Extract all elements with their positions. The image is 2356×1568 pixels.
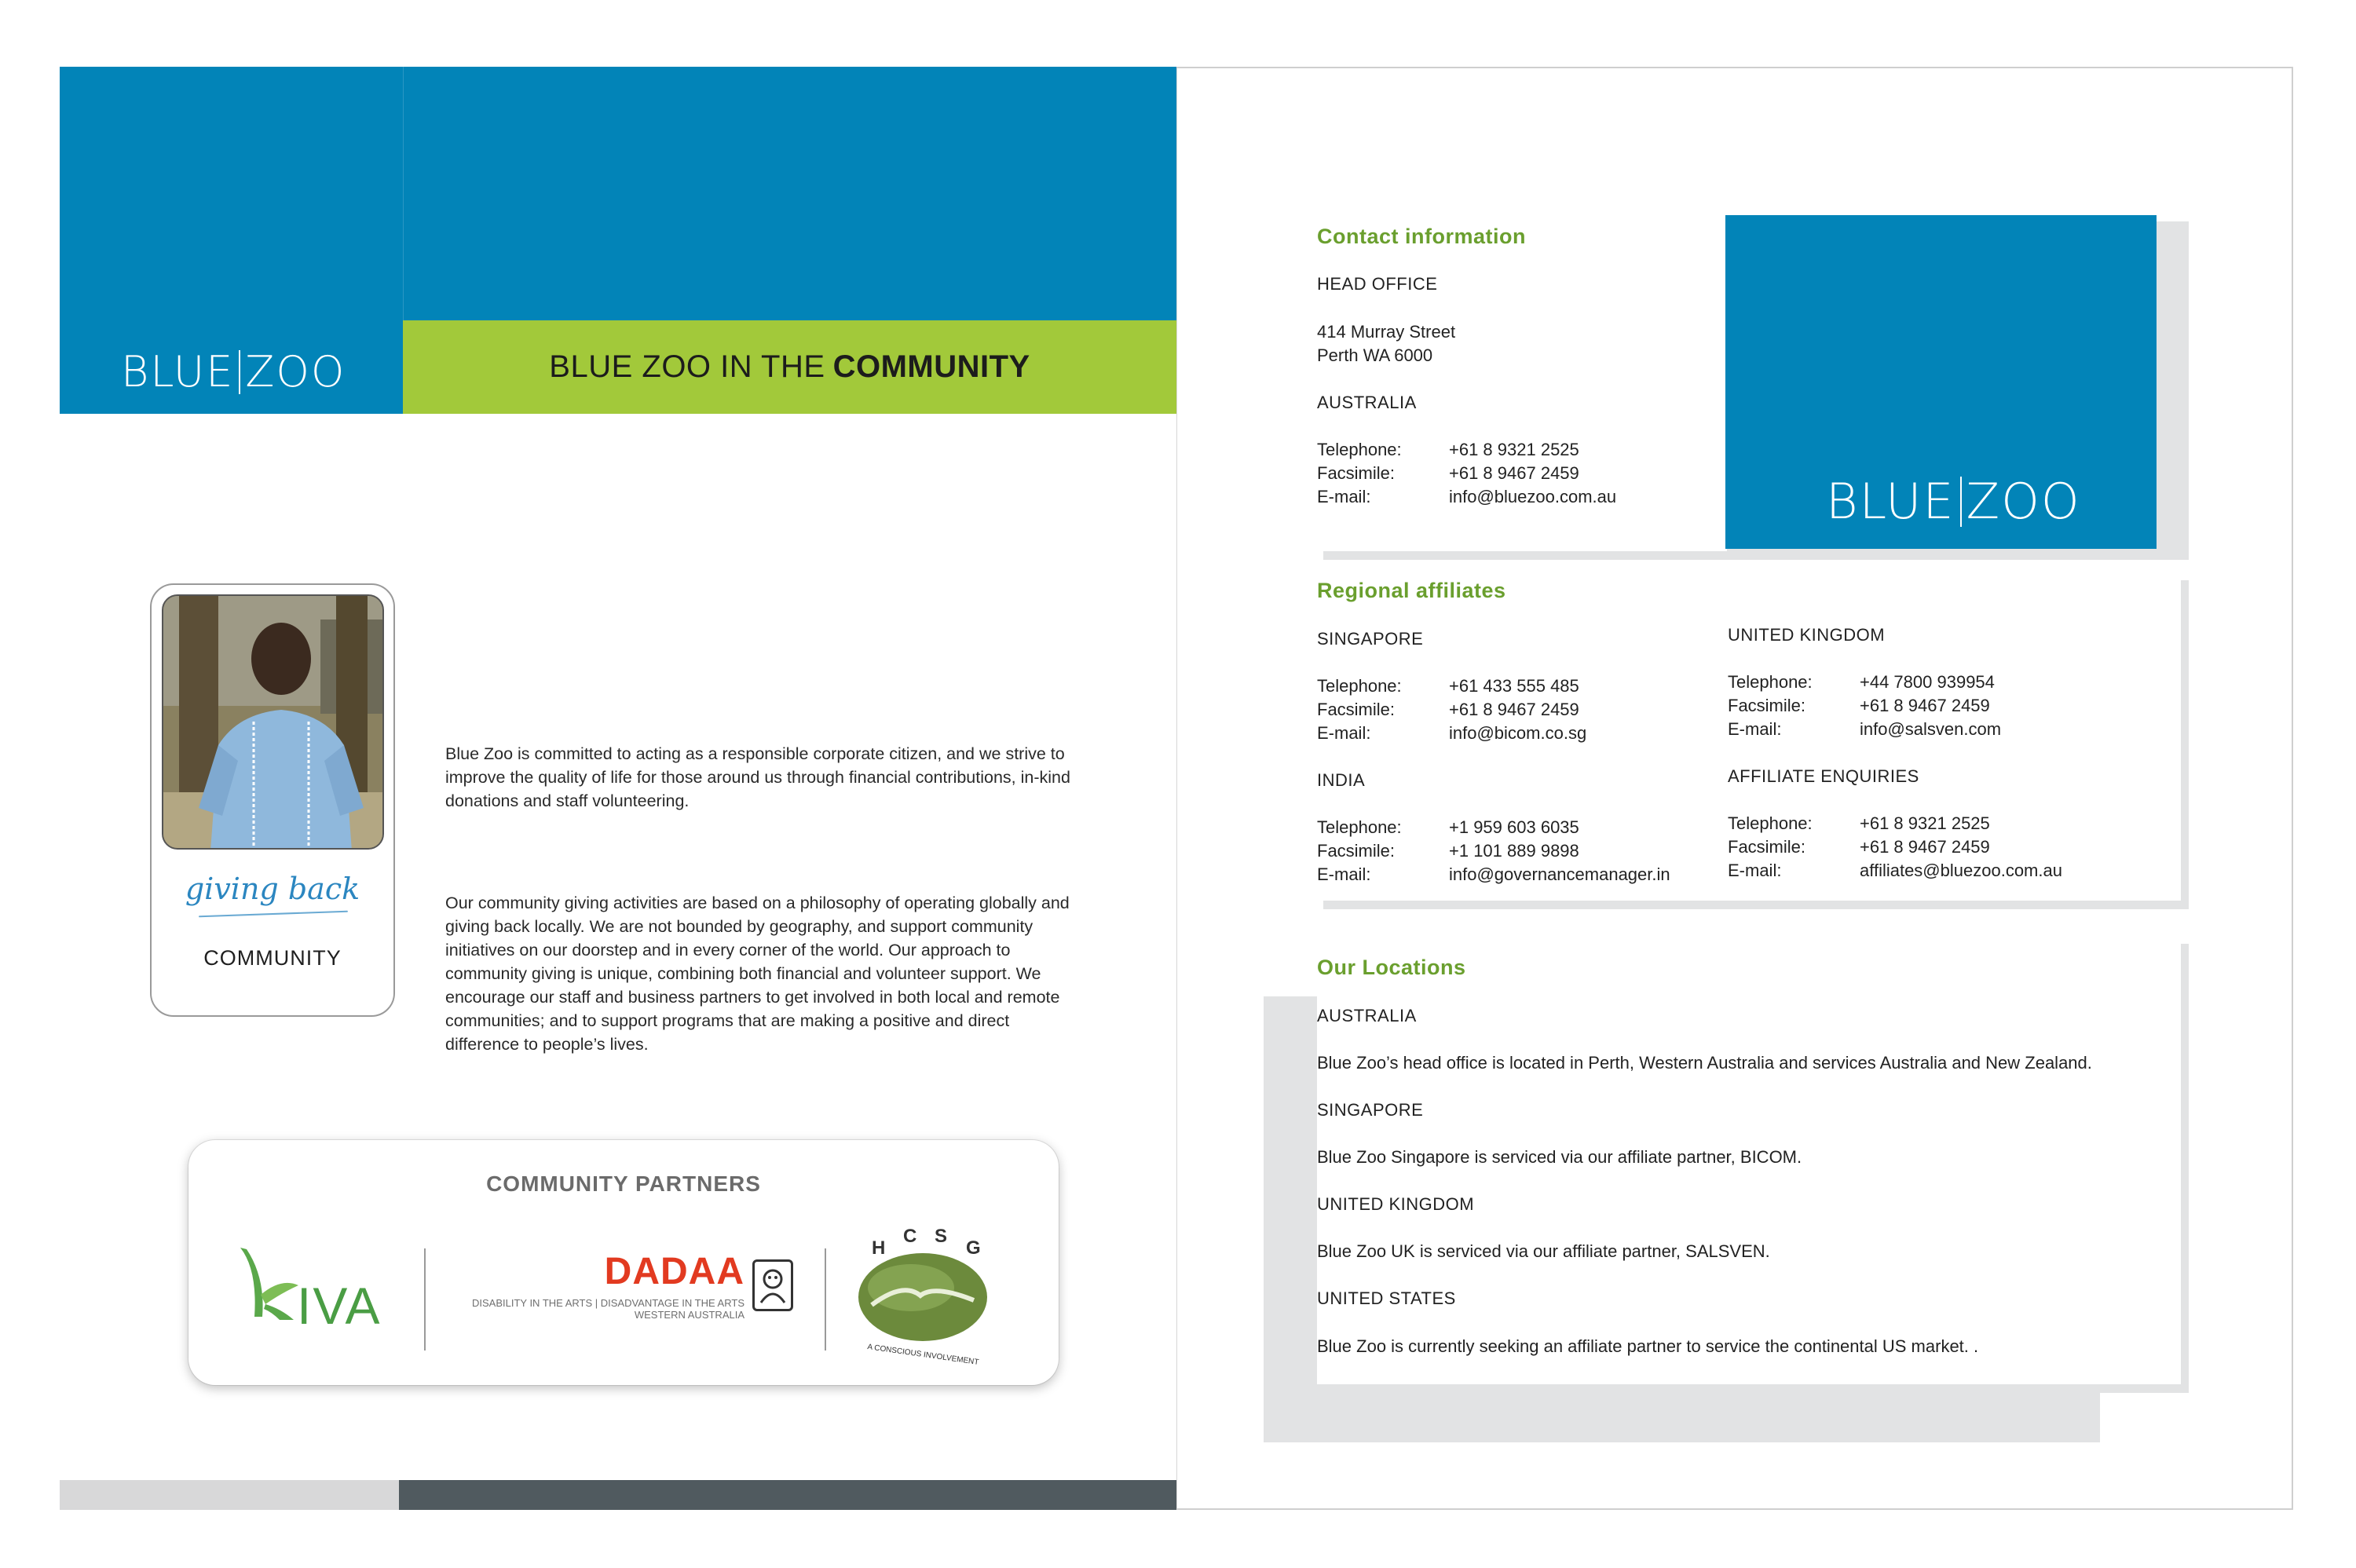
fax-value: +61 8 9467 2459 xyxy=(1860,696,1990,715)
locations-panel xyxy=(1317,938,2181,1384)
telephone-label: Telephone: xyxy=(1317,440,1402,459)
telephone-label: Telephone: xyxy=(1728,672,1813,692)
location-description: Blue Zoo’s head office is located in Perth, Western Australia and services Australia and New Zealand. xyxy=(1317,1053,2092,1073)
locations-title: Our Locations xyxy=(1317,956,1466,979)
community-label: COMMUNITY xyxy=(203,946,342,970)
left-page xyxy=(60,67,1176,1510)
logo-text-blue: BLUE xyxy=(1826,473,1955,530)
location-description: Blue Zoo UK is serviced via our affiliate partner, SALSVEN. xyxy=(1317,1241,1770,1261)
telephone-value[interactable]: +61 8 9321 2525 xyxy=(1449,440,1579,459)
affiliate-enquiries-telephone xyxy=(1728,812,1990,835)
email-label: E-mail: xyxy=(1728,861,1782,880)
logo-text-blue: BLUE xyxy=(121,347,235,397)
fax-value: +61 8 9467 2459 xyxy=(1860,837,1990,857)
partner-divider xyxy=(825,1248,826,1351)
dadaa-subtitle-line2: WESTERN AUSTRALIA xyxy=(634,1309,744,1321)
email-label: E-mail: xyxy=(1728,719,1782,739)
fax-label: Facsimile: xyxy=(1317,841,1396,861)
location-country: UNITED KINGDOM xyxy=(1317,1194,1475,1214)
partners-title: COMMUNITY PARTNERS xyxy=(486,1171,761,1196)
community-photo xyxy=(162,594,384,850)
contact-email-row xyxy=(1317,485,1616,509)
affiliate-india-telephone xyxy=(1317,816,1579,839)
community-partners-box xyxy=(188,1140,1059,1385)
dadaa-subtitle xyxy=(472,1297,744,1321)
header-green-band xyxy=(403,320,1176,414)
page-title xyxy=(403,320,1176,414)
location-country: SINGAPORE xyxy=(1317,1100,1424,1120)
affiliate-enquiries-email xyxy=(1728,859,2062,883)
tagline-swash xyxy=(199,911,348,918)
community-paragraph-2: Our community giving activities are based on a philosophy of operating globally and giving back locally. We are not bounded by geography, and support community initiatives on our doorstep and in every corner of the world. Our approach to community giving is unique, combining both financial and volunteer support. We encourage our staff and business partners to get involved in both local and remote communities; and to support programs that are making a positive and direct difference to people’s lives. xyxy=(445,894,1070,1054)
dadaa-emblem-icon xyxy=(752,1259,793,1311)
hcsg-subtitle: A CONSCIOUS INVOLVEMENT xyxy=(866,1343,980,1367)
partner-divider xyxy=(424,1248,426,1351)
kiva-logo xyxy=(234,1238,403,1335)
giving-back-tagline: giving back xyxy=(185,872,360,906)
bluezoo-logo xyxy=(121,347,346,397)
contact-fax-row xyxy=(1317,462,1579,485)
dadaa-wordmark: DADAA xyxy=(604,1251,744,1292)
fax-value: +61 8 9467 2459 xyxy=(1449,700,1579,719)
affiliate-uk-telephone xyxy=(1728,671,1995,694)
affiliate-india-email xyxy=(1317,863,1670,886)
affiliates-title: Regional affiliates xyxy=(1317,579,1506,602)
address-country: AUSTRALIA xyxy=(1317,393,1417,412)
community-profile-card xyxy=(150,583,395,1017)
address-line-2: Perth WA 6000 xyxy=(1317,345,1433,365)
email-link[interactable]: info@salsven.com xyxy=(1860,719,2002,739)
header-blue-block-left xyxy=(60,67,403,414)
contact-blue-block xyxy=(1725,215,2157,549)
email-label: E-mail: xyxy=(1317,864,1371,884)
email-link[interactable]: info@bicom.co.sg xyxy=(1449,723,1587,743)
telephone-value[interactable]: +61 433 555 485 xyxy=(1449,676,1579,696)
affiliate-enquiries-name: AFFILIATE ENQUIRIES xyxy=(1728,766,1919,786)
title-bold: COMMUNITY xyxy=(832,349,1030,384)
telephone-value[interactable]: +1 959 603 6035 xyxy=(1449,817,1579,837)
email-label: E-mail: xyxy=(1317,723,1371,743)
affiliate-india-name: INDIA xyxy=(1317,770,1366,790)
location-description: Blue Zoo is currently seeking an affiliate partner to service the continental US market. . xyxy=(1317,1336,1979,1356)
kiva-wordmark: IVA xyxy=(297,1277,382,1335)
contact-telephone-row xyxy=(1317,438,1579,462)
affiliate-singapore-telephone xyxy=(1317,674,1579,698)
affiliate-india-fax xyxy=(1317,839,1579,863)
footer-bar-dark xyxy=(399,1480,1176,1510)
fax-value: +61 8 9467 2459 xyxy=(1449,463,1579,483)
contact-panel xyxy=(1317,215,1727,551)
hcsg-logo xyxy=(848,1219,997,1368)
fax-value: +1 101 889 9898 xyxy=(1449,841,1579,861)
footer-bar-light xyxy=(60,1480,399,1510)
location-country: AUSTRALIA xyxy=(1317,1006,1417,1025)
email-link[interactable]: info@governancemanager.in xyxy=(1449,864,1670,884)
hcsg-letter: S xyxy=(935,1226,948,1247)
community-paragraph-1: Blue Zoo is committed to acting as a responsible corporate citizen, and we strive to improve the quality of life for those around us through financial contributions, in-kind donations and staff volunteering. xyxy=(445,744,1070,810)
affiliate-singapore-fax xyxy=(1317,698,1579,722)
affiliate-uk-fax xyxy=(1728,694,1990,718)
affiliate-singapore-name: SINGAPORE xyxy=(1317,629,1424,649)
telephone-label: Telephone: xyxy=(1728,813,1813,833)
address-line-1: 414 Murray Street xyxy=(1317,322,1456,342)
dadaa-logo xyxy=(463,1250,801,1336)
location-country: UNITED STATES xyxy=(1317,1288,1456,1308)
contact-title: Contact information xyxy=(1317,225,1526,248)
affiliate-uk-name: UNITED KINGDOM xyxy=(1728,625,1886,645)
telephone-value[interactable]: +44 7800 939954 xyxy=(1860,672,1995,692)
location-description: Blue Zoo Singapore is serviced via our affiliate partner, BICOM. xyxy=(1317,1147,1802,1167)
head-office-label: HEAD OFFICE xyxy=(1317,274,1438,294)
hcsg-letter: G xyxy=(966,1237,981,1259)
telephone-label: Telephone: xyxy=(1317,676,1402,696)
telephone-label: Telephone: xyxy=(1317,817,1402,837)
affiliate-uk-email xyxy=(1728,718,2001,741)
fax-label: Facsimile: xyxy=(1317,700,1396,719)
fax-label: Facsimile: xyxy=(1728,837,1806,857)
logo-text-zoo: ZOO xyxy=(1966,473,2081,530)
title-normal: BLUE ZOO IN THE xyxy=(549,349,825,384)
email-label: E-mail: xyxy=(1317,487,1371,506)
affiliate-enquiries-fax xyxy=(1728,835,1990,859)
affiliate-singapore-email xyxy=(1317,722,1586,745)
logo-text-zoo: ZOO xyxy=(245,347,346,397)
email-link[interactable]: info@bluezoo.com.au xyxy=(1449,487,1617,506)
telephone-value[interactable]: +61 8 9321 2525 xyxy=(1860,813,1990,833)
affiliates-panel xyxy=(1317,575,2181,901)
email-link[interactable]: affiliates@bluezoo.com.au xyxy=(1860,861,2062,880)
right-page xyxy=(1176,67,2293,1510)
fax-label: Facsimile: xyxy=(1728,696,1806,715)
fax-label: Facsimile: xyxy=(1317,463,1396,483)
hcsg-letter: H xyxy=(872,1237,886,1259)
header-blue-block-right xyxy=(403,67,1176,320)
hcsg-letter: C xyxy=(903,1226,917,1247)
dadaa-subtitle-line1: DISABILITY IN THE ARTS | DISADVANTAGE IN THE ARTS xyxy=(471,1297,744,1309)
bluezoo-logo xyxy=(1826,473,2081,530)
